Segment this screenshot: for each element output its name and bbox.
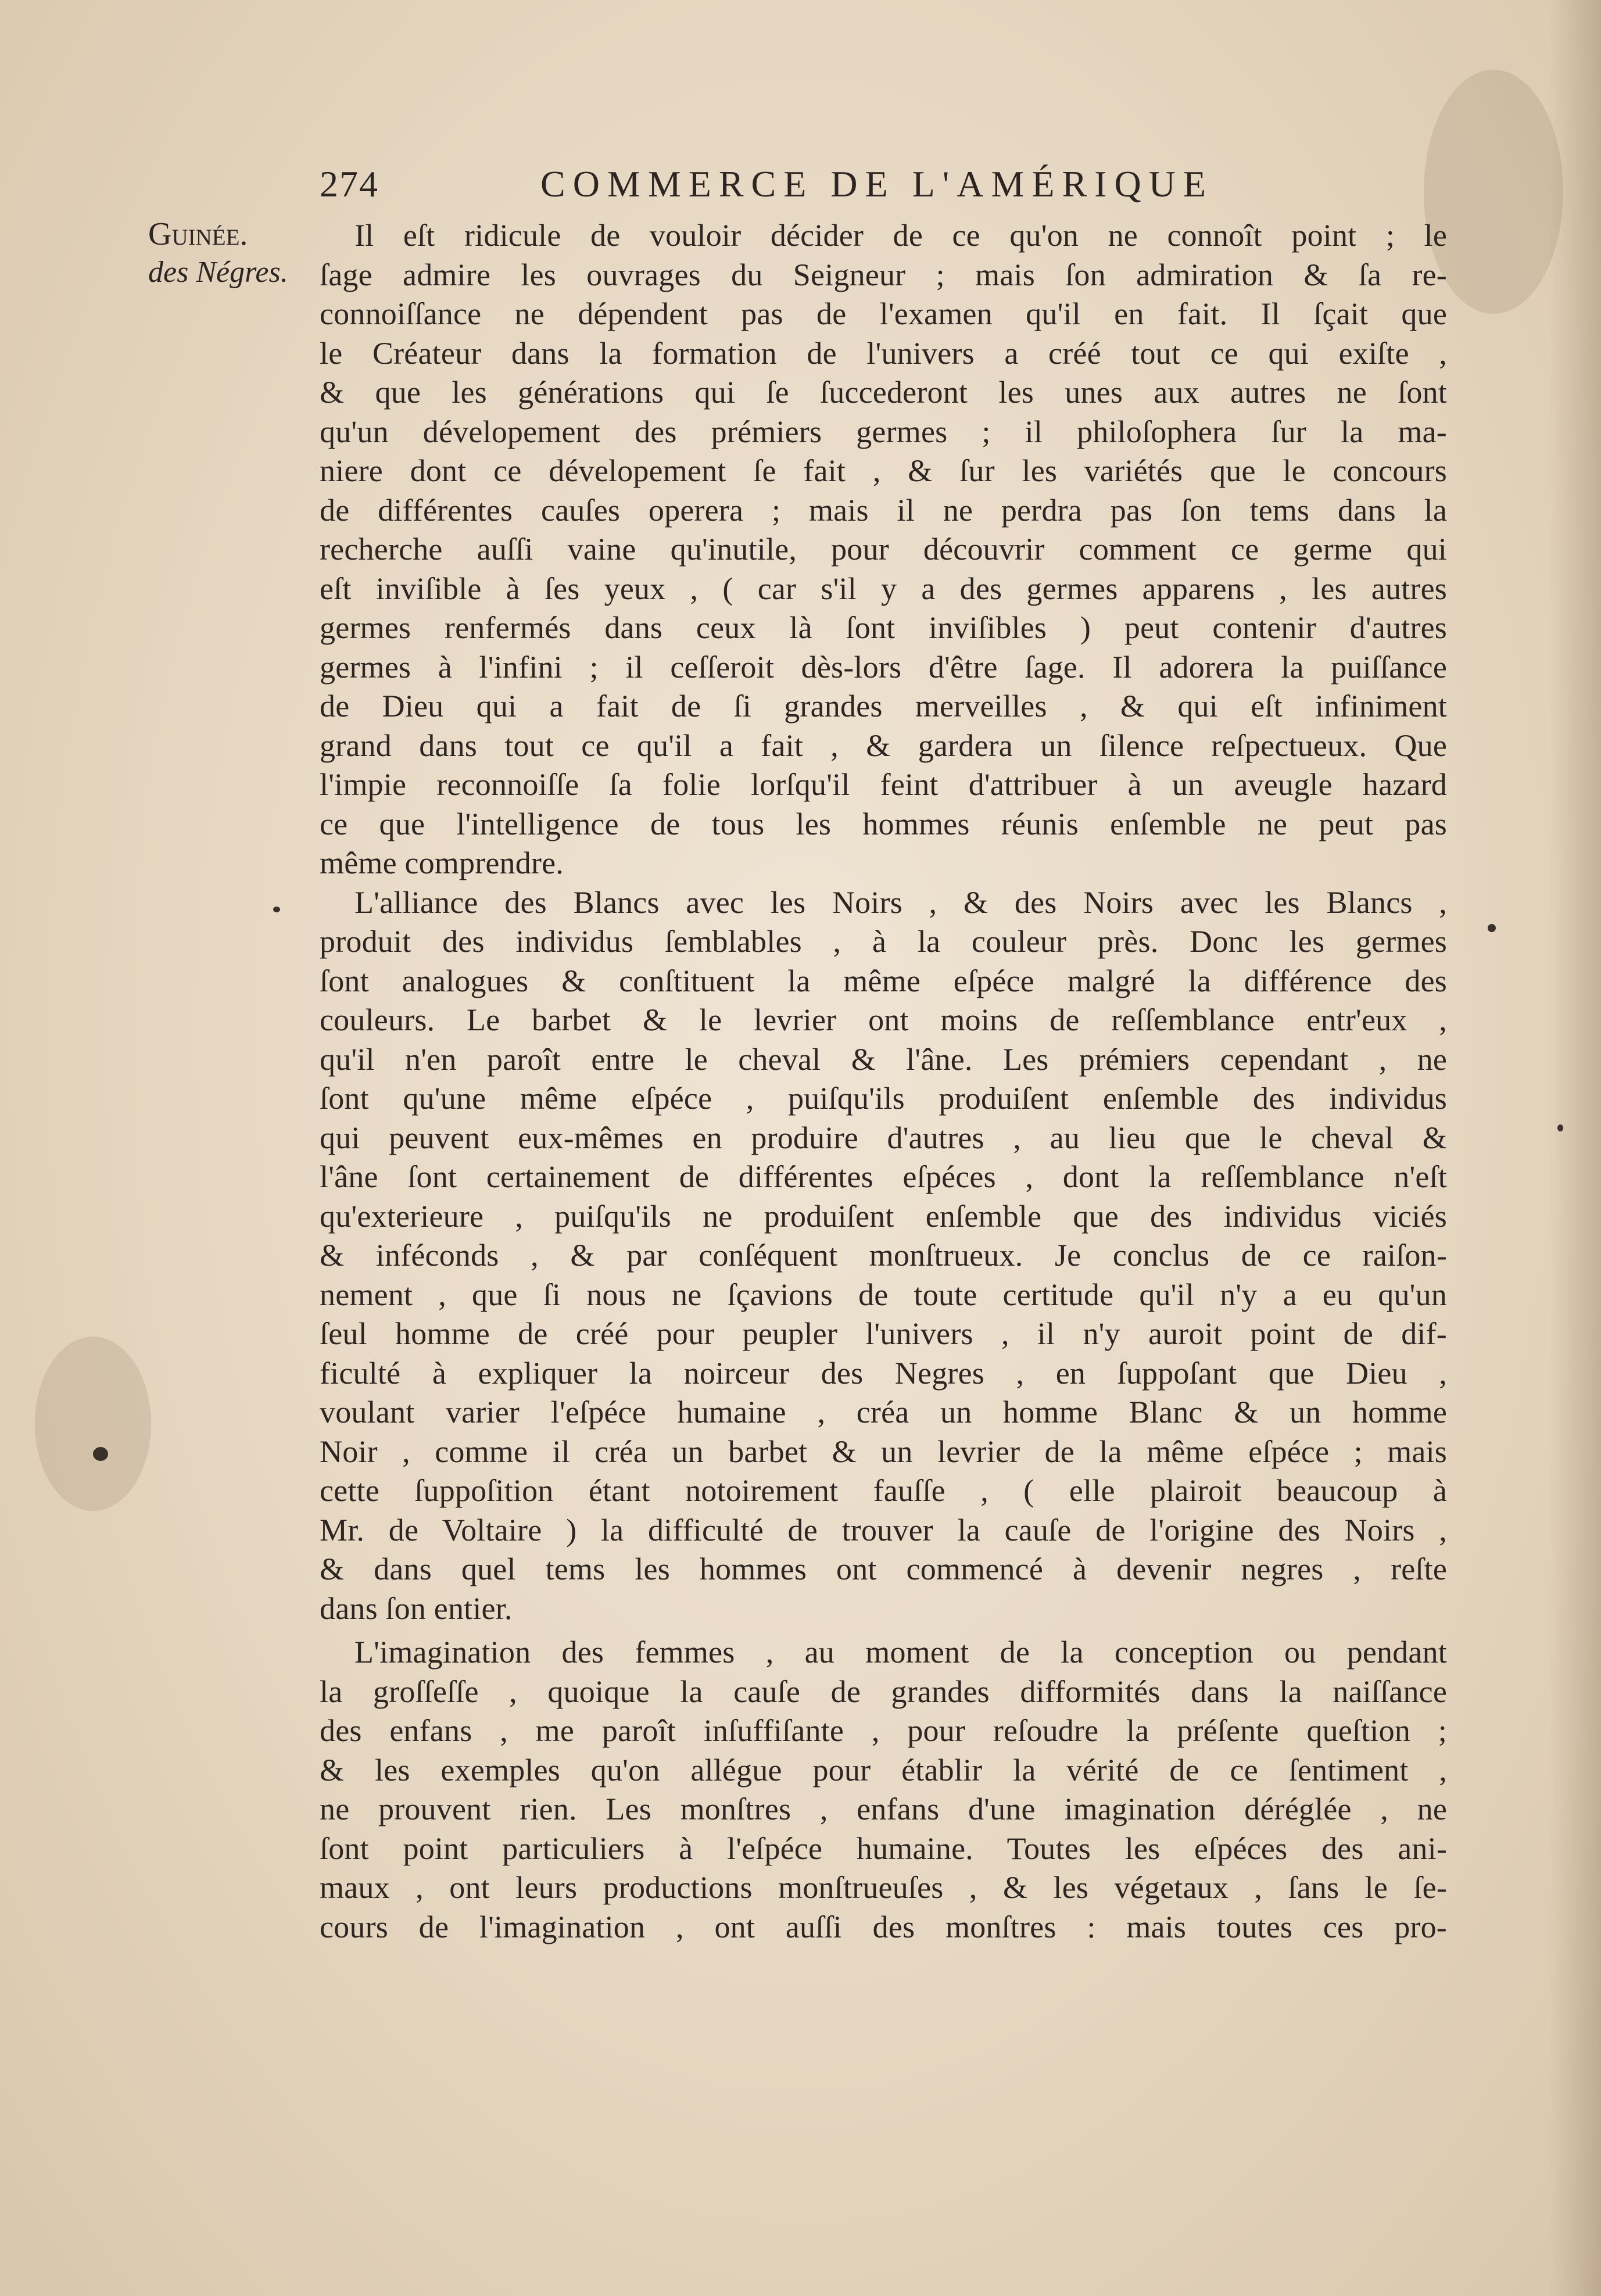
text-line: eſt inviſible à ſes yeux , ( car s'il y a des germes apparens , les autres <box>320 571 1447 606</box>
margin-note <box>148 215 323 292</box>
text-line: connoiſſance ne dépendent pas de l'examen qu'il en fait. Il ſçait que <box>320 296 1447 331</box>
text-line: maux , ont leurs productions monſtrueuſes , & les végetaux , ſans le ſe- <box>320 1870 1447 1905</box>
margin-note-region: Guinée. <box>148 216 248 252</box>
text-line: Il eſt ridicule de vouloir décider de ce qu'on ne connoît point ; le <box>354 218 1447 253</box>
page-header <box>320 157 1342 221</box>
text-line: de Dieu qui a fait de ſi grandes merveilles , & qui eſt infiniment <box>320 689 1447 723</box>
text-line: nement , que ſi nous ne ſçavions de toute certitude qu'il n'y a eu qu'un <box>320 1277 1447 1312</box>
text-line: même comprendre. <box>320 846 564 880</box>
paper-stain <box>35 1337 151 1511</box>
paragraph-2 <box>320 883 1447 1629</box>
ink-spot <box>93 1447 108 1461</box>
text-line: ſage admire les ouvrages du Seigneur ; mais ſon admiration & ſa re- <box>320 257 1447 292</box>
page-number: 274 <box>320 163 379 205</box>
text-line: qui peuvent eux-mêmes en produire d'autres , au lieu que le cheval & <box>320 1120 1447 1155</box>
text-line: cette ſuppoſition étant notoirement fauſſe , ( elle plairoit beaucoup à <box>320 1473 1447 1508</box>
page-edge-shadow <box>1549 0 1601 2296</box>
text-line: & inféconds , & par conſéquent monſtrueux. Je conclus de ce raiſon- <box>320 1238 1447 1273</box>
text-line: L'alliance des Blancs avec les Noirs , & des Noirs avec les Blancs , <box>354 884 1447 920</box>
text-line: germes renfermés dans ceux là ſont inviſibles ) peut contenir d'autres <box>320 610 1447 645</box>
text-line: ce que l'intelligence de tous les hommes réunis enſemble ne peut pas <box>320 806 1447 841</box>
text-line: ſont point particuliers à l'eſpéce humaine. Toutes les eſpéces des ani- <box>320 1831 1447 1866</box>
running-title: COMMERCE DE L'AMÉRIQUE <box>540 163 1213 205</box>
text-line: de différentes cauſes operera ; mais il ne perdra pas ſon tems dans la <box>320 492 1447 528</box>
text-line: des enfans , me paroît inſuffiſante , pour reſoudre la préſente queſtion ; <box>320 1713 1447 1748</box>
text-line: voulant varier l'eſpéce humaine , créa un homme Blanc & un homme <box>320 1395 1447 1430</box>
text-line: qu'un dévelopement des prémiers germes ; il philoſophera ſur la ma- <box>320 414 1447 449</box>
ink-spot <box>1557 1124 1563 1131</box>
text-line: l'âne ſont certainement de différentes eſpéces , dont la reſſemblance n'eſt <box>320 1159 1447 1194</box>
text-line: qu'il n'en paroît entre le cheval & l'âne. Les prémiers cependant , ne <box>320 1041 1447 1077</box>
text-line: dans ſon entier. <box>320 1591 513 1626</box>
text-line: recherche auſſi vaine qu'inutile, pour découvrir comment ce germe qui <box>320 532 1447 567</box>
text-line: ſeul homme de créé pour peupler l'univers , il n'y auroit point de dif- <box>320 1316 1447 1351</box>
text-line: germes à l'infini ; il ceſſeroit dès-lors d'être ſage. Il adorera la puiſſance <box>320 649 1447 685</box>
text-line: ficulté à expliquer la noirceur des Negres , en ſuppoſant que Dieu , <box>320 1355 1447 1391</box>
text-line: l'impie reconnoiſſe ſa folie lorſqu'il feint d'attribuer à un aveugle hazard <box>320 767 1447 802</box>
text-line: L'imagination des femmes , au moment de la conception ou pendant <box>354 1635 1447 1670</box>
text-line: niere dont ce dévelopement ſe fait , & ſur les variétés que le concours <box>320 453 1447 488</box>
text-line: & dans quel tems les hommes ont commencé à devenir negres , reſte <box>320 1552 1447 1586</box>
text-line: cours de l'imagination , ont auſſi des monſtres : mais toutes ces pro- <box>320 1909 1447 1944</box>
ink-spot <box>1488 924 1496 932</box>
text-line: la groſſeſſe , quoique la cauſe de grandes difformités dans la naiſſance <box>320 1674 1447 1709</box>
text-line: produit des individus ſemblables , à la couleur près. Donc les germes <box>320 924 1447 959</box>
text-line: Noir , comme il créa un barbet & un levrier de la même eſpéce ; mais <box>320 1434 1447 1469</box>
text-line: & les exemples qu'on allégue pour établir la vérité de ce ſentiment , <box>320 1752 1447 1788</box>
text-line: couleurs. Le barbet & le levrier ont moins de reſſemblance entr'eux , <box>320 1002 1447 1037</box>
text-line: qu'exterieure , puiſqu'ils ne produiſent enſemble que des individus viciés <box>320 1198 1447 1234</box>
text-line: ſont qu'une même eſpéce , puiſqu'ils produiſent enſemble des individus <box>320 1081 1447 1116</box>
paragraph-3 <box>320 1633 1447 1947</box>
text-line: le Créateur dans la formation de l'univers a créé tout ce qui exiſte , <box>320 335 1447 371</box>
body-text <box>320 216 1447 1947</box>
ink-spot <box>273 907 280 912</box>
text-line: ne prouvent rien. Les monſtres , enfans d'une imagination déréglée , ne <box>320 1792 1447 1826</box>
paragraph-1 <box>320 216 1447 883</box>
text-line: ſont analogues & conſtituent la même eſpéce malgré la différence des <box>320 963 1447 998</box>
text-line: & que les générations qui ſe ſuccederont les unes aux autres ne ſont <box>320 375 1447 410</box>
margin-note-topic: des Négres. <box>148 256 288 289</box>
text-line: Mr. de Voltaire ) la difficulté de trouver la cauſe de l'origine des Noirs , <box>320 1512 1447 1548</box>
text-line: grand dans tout ce qu'il a fait , & gardera un ſilence reſpectueux. Que <box>320 728 1447 763</box>
